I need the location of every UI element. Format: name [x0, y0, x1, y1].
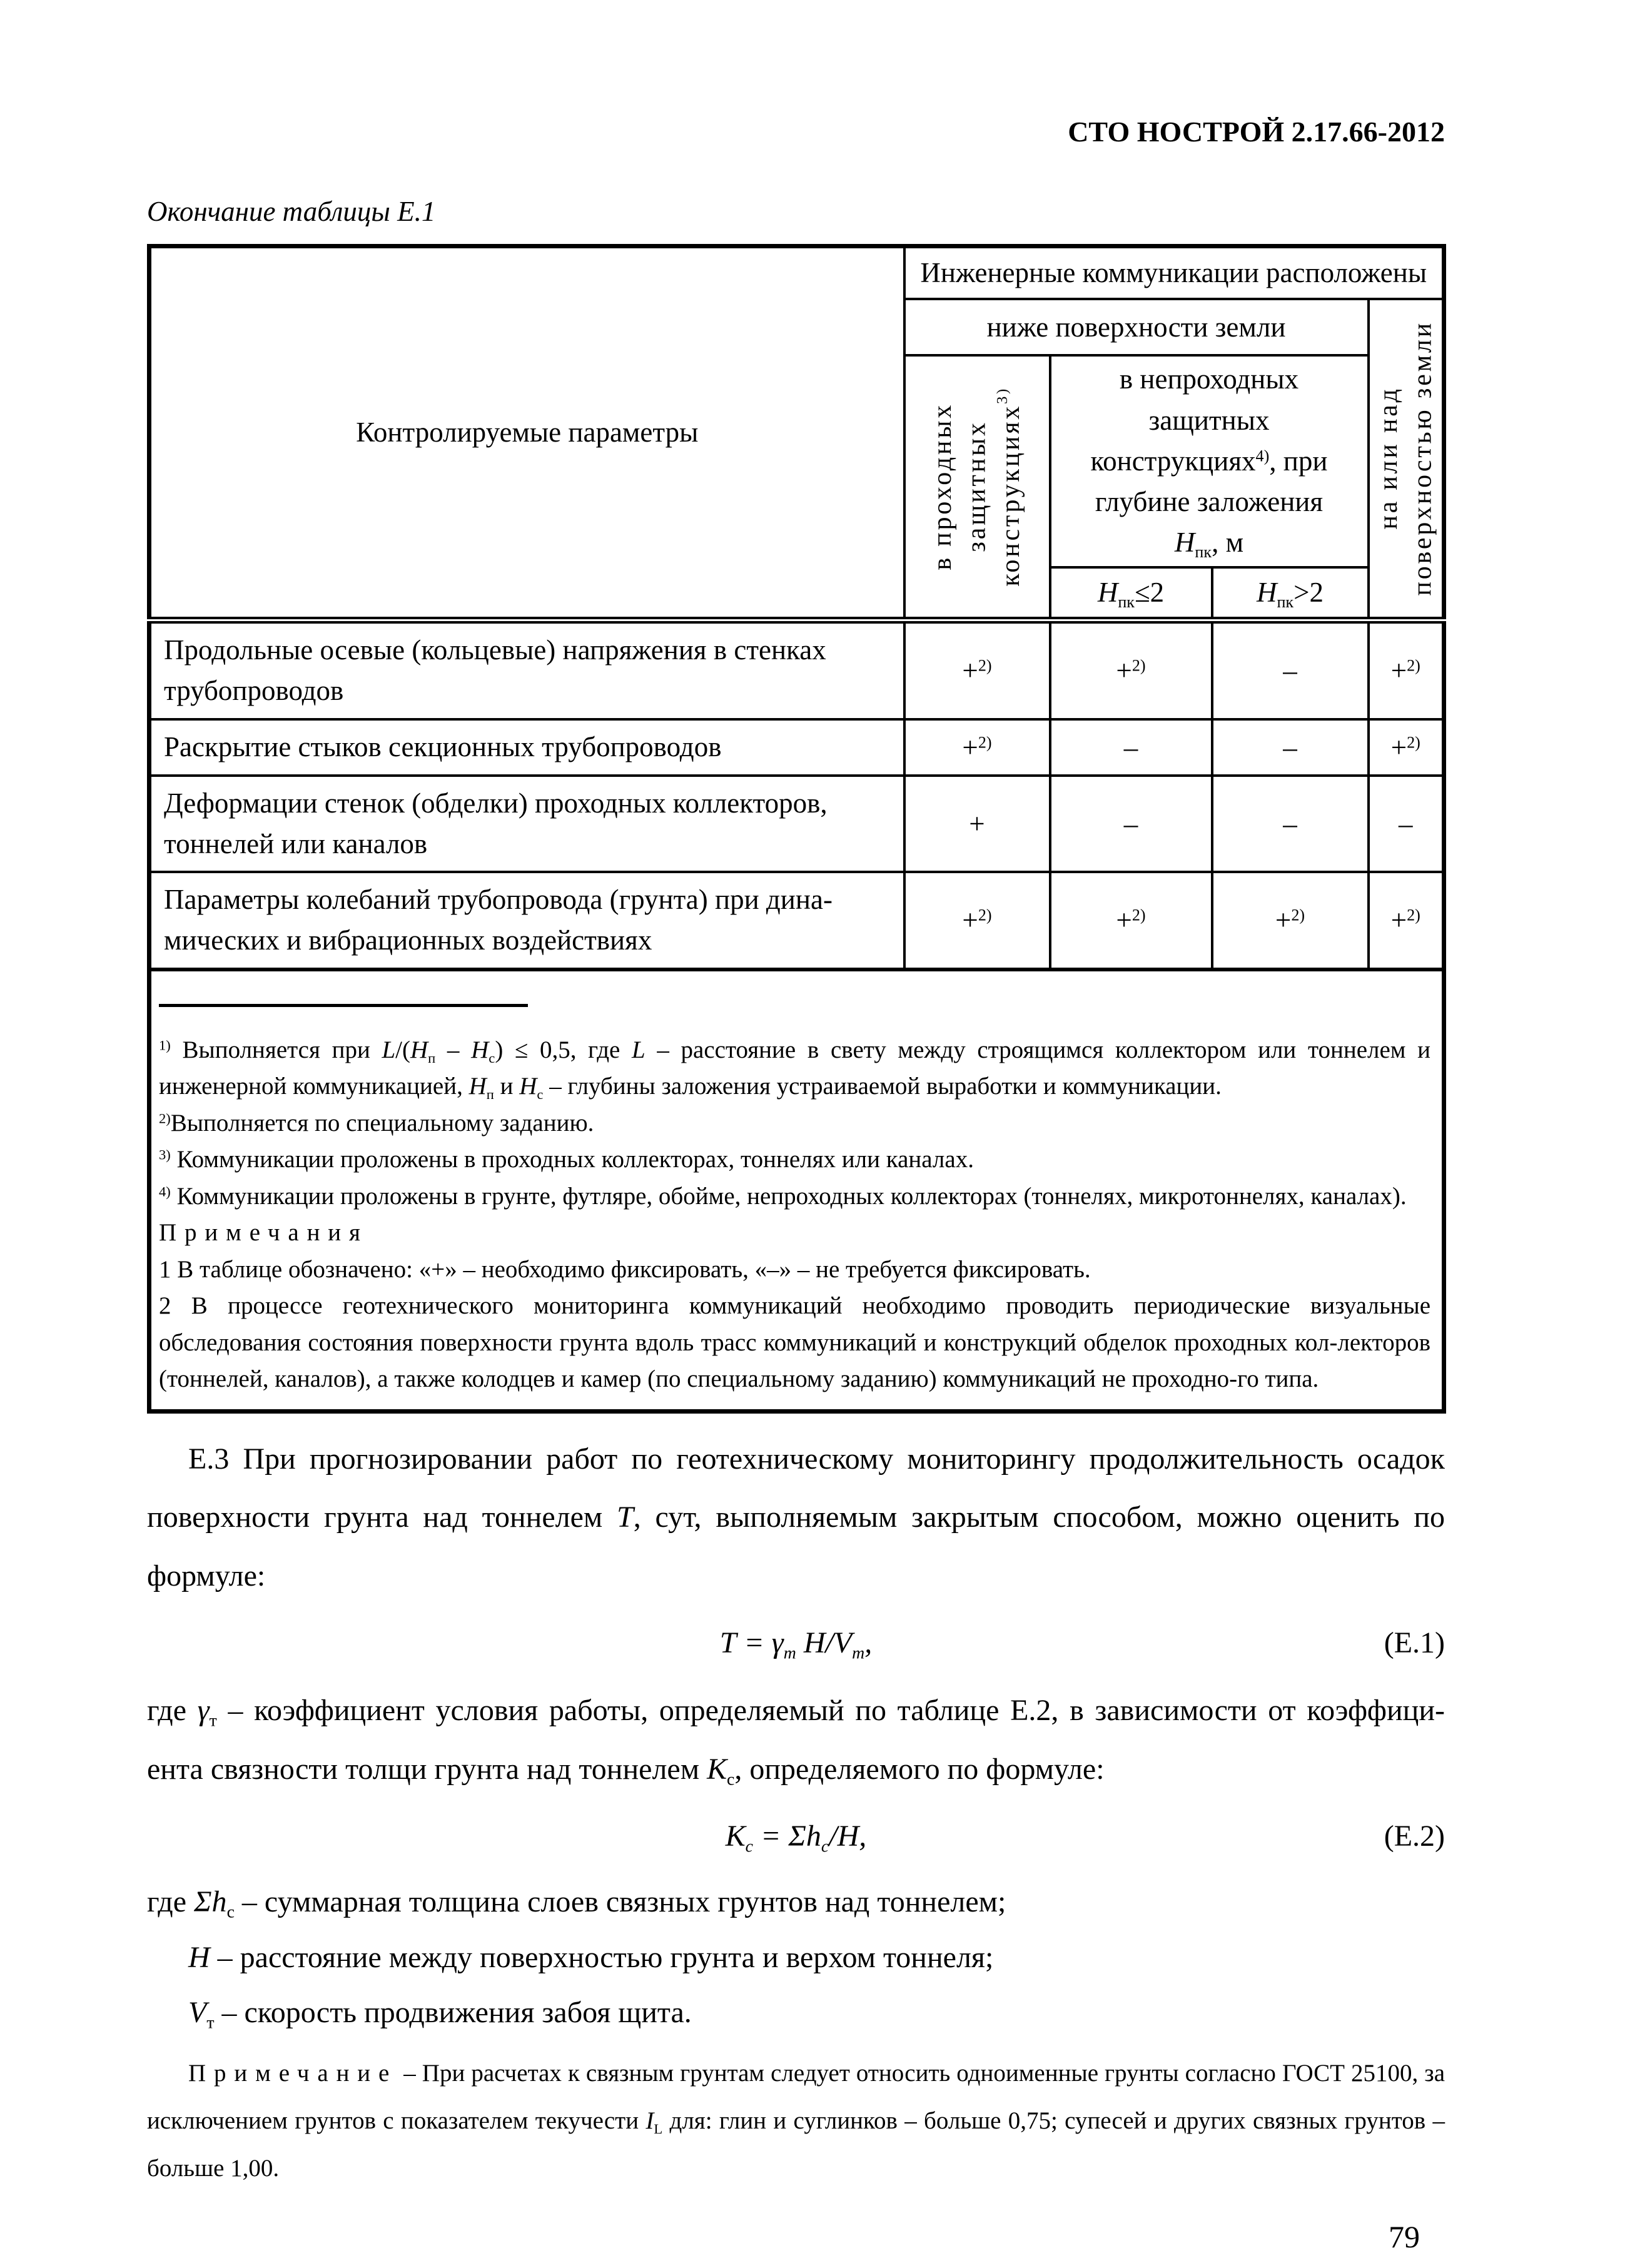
formula-label-e1: (Е.1) [1384, 1626, 1445, 1660]
value-cell: +$^{2)}$ [1369, 872, 1444, 969]
table-row [149, 872, 1444, 969]
value-cell: +$^{2)}$ [904, 719, 1050, 776]
param-cell: Параметры колебаний трубопровода (грунта) при дина-мических и вибрационных воздействиях [149, 872, 904, 969]
value-cell: + [904, 776, 1050, 873]
note-1: 1 В таблице обозначено: «+» – необходимо фиксировать, «–» – не требуется фиксировать. [159, 1255, 1091, 1283]
value-cell: +$^{2)}$ [1050, 872, 1212, 969]
formula-e1-row [147, 1617, 1445, 1669]
footnotes-row [149, 969, 1444, 1412]
paragraph-e3: Е.3 При прогнозировании работ по геотехническому мониторингу продолжительность осадок поверхности грунта над тоннелем Т, сут, выполняемым закрытым способом, можно оценить по формуле: [147, 1442, 1445, 1592]
table-row [149, 719, 1444, 776]
col-header-communications-located: Инженерные коммуникации расположены [904, 246, 1444, 299]
footnote-1: $^{1)}$ Выполняется при $L/(Н_п - Н_с) \le 0,5$, где L – расстояние в свету между строящимся коллектором или тоннелем и инженерной коммуникацией, $Н_п$ и $Н_с$ – глубины заложения устраиваемой выработки и коммуникации. [159, 1036, 1431, 1103]
where-h: Н – расстояние между поверхностью грунта и верхом тоннеля; [188, 1940, 994, 1974]
footnotes-cell [149, 969, 1444, 1412]
where-list [147, 1875, 1445, 2041]
note-2: 2 В процессе геотехнического мониторинга коммуникаций необходимо проводить периодические визуальные обследования состояния поверхности грунта вдоль трасс коммуникаций и конструкций обделок проходных кол-лекторов (тоннелей, каналов), а также колодцев и камер (по специальному заданию) коммуникаций не проходно-го типа. [159, 1292, 1431, 1393]
where-v: $V_т$ – скорость продвижения забоя щита. [188, 1996, 692, 2033]
value-cell: – [1212, 620, 1369, 719]
value-cell: +$^{2)}$ [1369, 620, 1444, 719]
where-sum-h: где $\Sigma h_с$ – суммарная толщина слоев связных грунтов над тоннелем; [147, 1885, 1006, 1922]
footnote-4: $^{4)}$ Коммуникации проложены в грунте, футляре, обойме, непроходных коллекторах (тоннелях, микротоннелях, каналах). [159, 1182, 1407, 1210]
table-body [149, 620, 1444, 1412]
value-cell: +$^{2)}$ [1369, 719, 1444, 776]
paragraph-gamma: где $\gamma_т$ – коэффициент условия работы, определяемый по таблице Е.2, в зависимости от коэффици-ента связности толщи грунта над тоннелем $К_с$, определяемого по формуле: [147, 1694, 1445, 1790]
notes-title [159, 1215, 1430, 1252]
param-cell: Деформации стенок (обделки) проходных коллекторов, тоннелей или каналов [149, 776, 904, 873]
value-cell: +$^{2)}$ [1212, 872, 1369, 969]
notes-title-label: Примечания [159, 1219, 368, 1247]
value-cell: – [1050, 776, 1212, 873]
col-header-below-ground: ниже поверхности земли [904, 299, 1369, 355]
rotated-text-box [1375, 311, 1437, 605]
table-e1 [147, 244, 1446, 1414]
footnote-separator [159, 1004, 528, 1007]
formula-label-e2: (Е.2) [1384, 1820, 1445, 1853]
table-header [149, 246, 1444, 620]
page-number: 79 [1389, 2219, 1420, 2255]
value-cell: – [1050, 719, 1212, 776]
rotated-text-box [911, 363, 1044, 610]
table-row [149, 776, 1444, 873]
col-header-h-gt-2: $Н_{пк}>2$ [1212, 567, 1369, 620]
formula-e1: $Т = \gamma_т$ $Н/V_т$, [719, 1626, 873, 1664]
formula-e2-row [147, 1811, 1445, 1862]
param-cell: Раскрытие стыков секционных трубопроводов [149, 719, 904, 776]
doc-code: СТО НОСТРОЙ 2.17.66-2012 [1068, 116, 1445, 148]
col-header-h-le-2: $Н_{пк}\le 2$ [1050, 567, 1212, 620]
table-row [149, 620, 1444, 719]
footnote-2: $^{2)}$Выполняется по специальному заданию. [159, 1109, 594, 1137]
value-cell: +$^{2)}$ [904, 620, 1050, 719]
value-cell: +$^{2)}$ [1050, 620, 1212, 719]
col-header-passable-structures-label: в проходных защитных конструкциях$^{3)}$ [928, 387, 1026, 587]
col-header-on-or-above-ground-label: на или над поверхностью земли [1374, 321, 1437, 597]
col-header-parameters: Контролируемые параметры [149, 246, 904, 620]
bottom-note: Примечание – При расчетах к связным грунтам следует относить одноименные грунты согласно ГОСТ 25100, за исключением грунтов с показателем текучести $I_L$ для: глин и суглинков – больше 0,75; супесей и других связных грунтов – больше 1,00. [147, 2060, 1445, 2182]
param-cell: Продольные осевые (кольцевые) напряжения в стенках трубопроводов [149, 620, 904, 719]
value-cell: – [1369, 776, 1444, 873]
table-caption: Окончание таблицы Е.1 [147, 195, 436, 227]
value-cell: +$^{2)}$ [904, 872, 1050, 969]
col-header-non-passable-structures: в непроходных защитных конструкциях$^{4)}$, при глубине заложения $Н_{пк}$, м [1050, 355, 1369, 567]
footnote-3: $^{3)}$ Коммуникации проложены в проходных коллекторах, тоннелях или каналах. [159, 1146, 974, 1173]
formula-e2: $К_с = \Sigma h_с/Н$, [725, 1820, 867, 1856]
col-header-passable-structures [904, 355, 1050, 620]
value-cell: – [1212, 776, 1369, 873]
value-cell: – [1212, 719, 1369, 776]
col-header-on-or-above-ground [1369, 299, 1444, 620]
